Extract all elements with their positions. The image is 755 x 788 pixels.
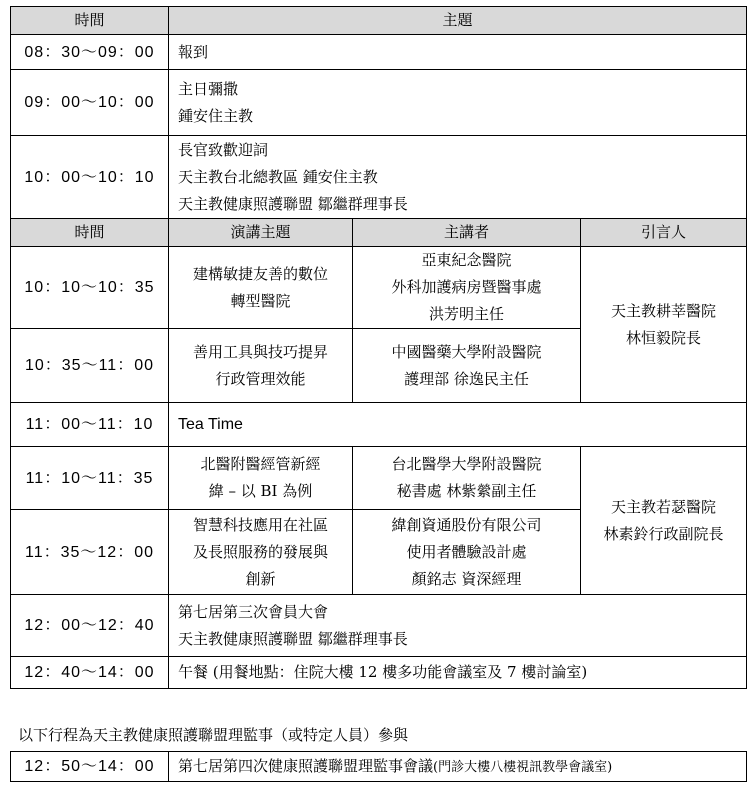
talk-row — [11, 247, 747, 329]
topic-line: 北醫附醫經管新經 — [200, 455, 321, 473]
item-line: 第七居第三次會員大會 — [178, 602, 329, 621]
talk-speaker — [353, 510, 581, 595]
moderator-cell — [581, 447, 747, 595]
topic-subheader: 演講主題 — [169, 219, 353, 247]
header-row — [11, 7, 747, 35]
talk-speaker — [353, 447, 581, 510]
talk-row — [11, 447, 747, 510]
meeting-location: (門診大樓八樓視訊教學會議室) — [433, 759, 613, 775]
item-line: 天主教健康照護聯盟 鄒繼群理事長 — [178, 194, 408, 213]
topic-line: 行政管理效能 — [215, 369, 306, 388]
time-cell: 12：40～14：00 — [11, 657, 169, 689]
moderator-cell — [581, 247, 747, 403]
topic-line: 智慧科技應用在社區 — [192, 515, 328, 534]
time-header: 時間 — [11, 7, 169, 35]
moderator-line: 天主教若瑟醫院 — [610, 497, 716, 516]
time-cell: 11：35～12：00 — [11, 510, 169, 595]
speaker-line: 護理部 徐逸民主任 — [404, 369, 529, 388]
talk-speaker — [353, 247, 581, 329]
item-line: 長官致歡迎詞 — [178, 140, 269, 159]
speaker-subheader: 主講者 — [353, 219, 581, 247]
break-row — [11, 403, 747, 447]
talk-speaker — [353, 329, 581, 403]
topic-line: 及長照服務的發展與 — [192, 542, 328, 561]
speaker-line: 緯創資通股份有限公司 — [391, 515, 542, 534]
time-cell: 08：30～09：00 — [11, 35, 169, 70]
agenda-row — [11, 35, 747, 70]
time-subheader: 時間 — [11, 219, 169, 247]
board-meeting-row — [11, 752, 747, 782]
item-line: 天主教健康照護聯盟 鄒繼群理事長 — [178, 629, 408, 648]
time-cell: 11：00～11：10 — [11, 403, 169, 447]
item-cell — [169, 35, 747, 70]
item-cell — [169, 70, 747, 136]
speaker-line: 中國醫藥大學附設醫院 — [391, 342, 542, 361]
agenda-row — [11, 70, 747, 136]
talk-topic — [169, 447, 353, 510]
time-cell: 12：50～14：00 — [11, 752, 169, 782]
moderator-line: 林素鈴行政副院長 — [603, 524, 724, 543]
moderator-subheader: 引言人 — [581, 219, 747, 247]
talk-topic — [169, 329, 353, 403]
item-line: 天主教台北總教區 鍾安住主教 — [178, 167, 378, 186]
item-line: 主日彌撒 — [178, 79, 239, 98]
lunch-label: 午餐 (用餐地點：住院大樓 12 樓多功能會議室及 7 樓討論室) — [169, 657, 747, 689]
moderator-line: 天主教耕莘醫院 — [610, 301, 716, 320]
topic-line: 創新 — [245, 569, 276, 588]
speaker-line: 洪芳明主任 — [428, 305, 504, 323]
speaker-line: 顏銘志 資深經理 — [411, 569, 522, 588]
talk-topic — [169, 510, 353, 595]
agenda-row — [11, 136, 747, 219]
speaker-line: 外科加護病房暨醫事處 — [391, 278, 542, 296]
meeting-row — [11, 595, 747, 657]
speaker-line: 秘書處 林紫縈副主任 — [396, 482, 537, 500]
speaker-line: 使用者體驗設計處 — [406, 542, 527, 561]
topic-header: 主題 — [169, 7, 747, 35]
item-line: 報到 — [178, 42, 209, 61]
topic-line: 善用工具與技巧提昇 — [192, 342, 328, 361]
topic-line: 建構敏捷友善的數位 — [192, 264, 328, 283]
topic-line: 轉型醫院 — [230, 291, 291, 310]
meeting-title: 第七居第四次健康照護聯盟理監事會議 — [178, 756, 434, 775]
board-meeting-note: 以下行程為天主教健康照護聯盟理監事（或特定人員）參與 — [18, 726, 409, 744]
speaker-line: 台北醫學大學附設醫院 — [391, 455, 542, 473]
time-cell: 09：00～10：00 — [11, 70, 169, 136]
time-cell: 11：10～11：35 — [11, 447, 169, 510]
item-line: 鍾安住主教 — [178, 106, 254, 125]
moderator-line: 林恒毅院長 — [625, 328, 701, 347]
time-cell: 12：00～12：40 — [11, 595, 169, 657]
break-label: Tea Time — [169, 403, 747, 447]
board-meeting-label — [169, 752, 747, 782]
topic-line: 緯 – 以 BI 為例 — [208, 482, 313, 500]
agenda-table — [10, 6, 747, 689]
item-cell — [169, 136, 747, 219]
lunch-row — [11, 657, 747, 689]
talk-topic — [169, 247, 353, 329]
subheader-row — [11, 219, 747, 247]
time-cell: 10：35～11：00 — [11, 329, 169, 403]
time-cell: 10：00～10：10 — [11, 136, 169, 219]
item-cell — [169, 595, 747, 657]
speaker-line: 亞東紀念醫院 — [421, 251, 512, 269]
time-cell: 10：10～10：35 — [11, 247, 169, 329]
board-meeting-table — [10, 751, 747, 782]
